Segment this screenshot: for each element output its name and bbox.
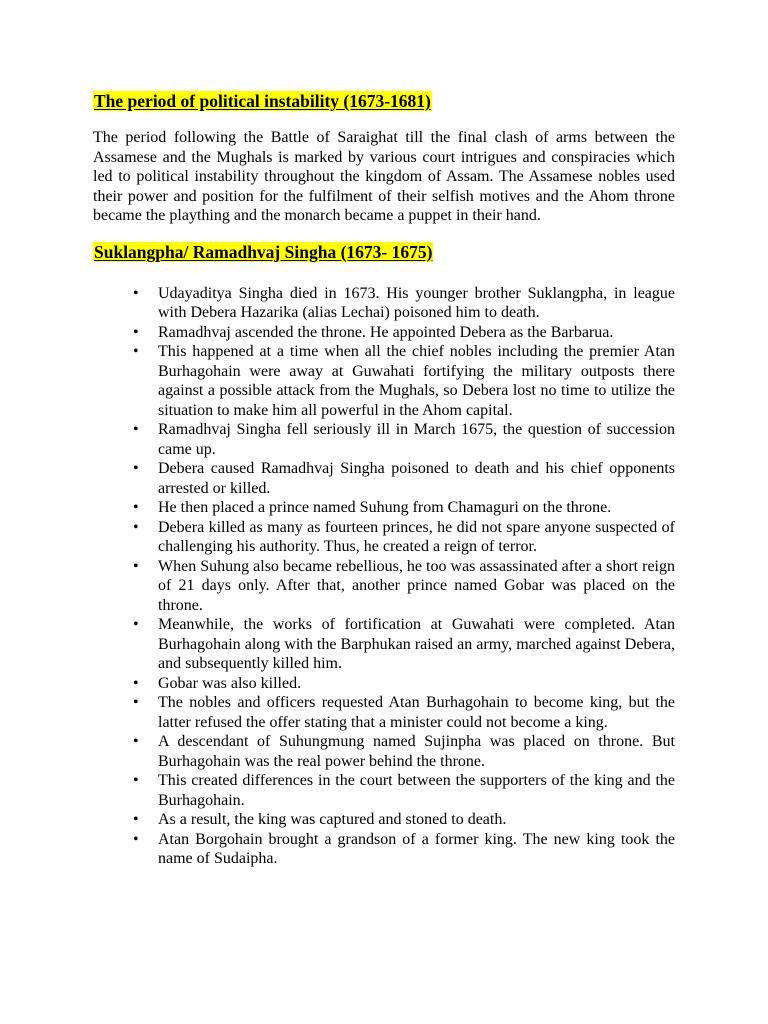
list-item: [93, 284, 675, 323]
list-item: [93, 498, 675, 518]
section-heading-suklangpha: Suklangpha/ Ramadhvaj Singha (1673- 1675): [94, 241, 433, 262]
list-item-text: Debera killed as many as fourteen princes, he did not spare anyone suspected of challenging his authority. Thus, he created a reign of terror.: [158, 518, 675, 555]
bullet-icon: •: [133, 733, 139, 750]
bullet-icon: •: [133, 518, 139, 536]
bullet-icon: •: [133, 499, 139, 516]
list-item: [93, 693, 675, 732]
bullet-icon: •: [133, 830, 139, 848]
list-item: [93, 459, 675, 498]
bullet-icon: •: [133, 557, 139, 575]
list-item: [93, 615, 675, 674]
bullet-icon: •: [133, 772, 139, 789]
bullet-icon: •: [133, 674, 139, 692]
bullet-icon: •: [133, 323, 139, 341]
intro-paragraph: The period following the Battle of Saraighat till the final clash of arms between the Assamese and the Mughals is marked by various court intrigues and conspiracies which led to political instability throughout the kingdom of Assam. The Assamese nobles used their power and position for the fulfilment of their selfish motives and the Ahom throne became the plaything and the monarch became a puppet in their hand.: [93, 129, 675, 224]
list-item: [93, 518, 675, 557]
list-item-text: When Suhung also became rebellious, he too was assassinated after a short reign of 21 days only. After that, another prince named Gobar was placed on the throne.: [158, 557, 675, 614]
list-item-text: A descendant of Suhungmung named Sujinpha was placed on throne. But Burhagohain was the real power behind the throne.: [158, 733, 675, 770]
list-item-text: This created differences in the court between the supporters of the king and the Burhagohain.: [158, 772, 675, 809]
list-item: [93, 732, 675, 771]
list-item-text: Ramadhvaj ascended the throne. He appointed Debera as the Barbarua.: [158, 323, 614, 341]
bullet-icon: •: [133, 421, 139, 438]
section-heading-political-instability: The period of political instability (1673-1681): [94, 91, 431, 111]
list-item-text: He then placed a prince named Suhung from Chamaguri on the throne.: [158, 499, 612, 516]
list-item: [93, 557, 675, 616]
list-item-text: Udayaditya Singha died in 1673. His younger brother Suklangpha, in league with Debera Hazarika (alias Lechai) poisoned him to death.: [158, 284, 675, 321]
bullet-icon: •: [133, 694, 139, 711]
list-item-text: Debera caused Ramadhvaj Singha poisoned to death and his chief opponents arrested or killed.: [158, 460, 675, 497]
list-item: [93, 342, 675, 420]
list-item: [93, 674, 675, 694]
list-item: [93, 420, 675, 459]
bullet-icon: •: [133, 811, 139, 828]
list-item-text: This happened at a time when all the chief nobles including the premier Atan Burhagohain were away at Guwahati fortifying the military outposts there against a possible attack from the Mughals, so Debera lost no time to utilize the situation to make him all powerful in the Ahom capital.: [158, 343, 675, 419]
bullet-icon: •: [133, 616, 139, 633]
list-item: [93, 323, 675, 343]
bullet-list: [93, 284, 675, 869]
list-item: [93, 830, 675, 869]
bullet-icon: •: [133, 284, 139, 302]
list-item: [93, 810, 675, 830]
list-item-text: Gobar was also killed.: [158, 674, 302, 692]
document-page: [93, 86, 675, 869]
bullet-icon: •: [133, 343, 139, 360]
list-item-text: Meanwhile, the works of fortification at Guwahati were completed. Atan Burhagohain along with the Barphukan raised an army, marched against Debera, and subsequently killed him.: [158, 616, 675, 672]
list-item: [93, 771, 675, 810]
list-item-text: The nobles and officers requested Atan Burhagohain to become king, but the latter refused the offer stating that a minister could not become a king.: [158, 694, 675, 731]
list-item-text: Atan Borgohain brought a grandson of a former king. The new king took the name of Sudaipha.: [158, 830, 675, 867]
list-item-text: As a result, the king was captured and stoned to death.: [158, 811, 507, 828]
bullet-icon: •: [133, 460, 139, 477]
list-item-text: Ramadhvaj Singha fell seriously ill in March 1675, the question of succession came up.: [158, 421, 675, 458]
